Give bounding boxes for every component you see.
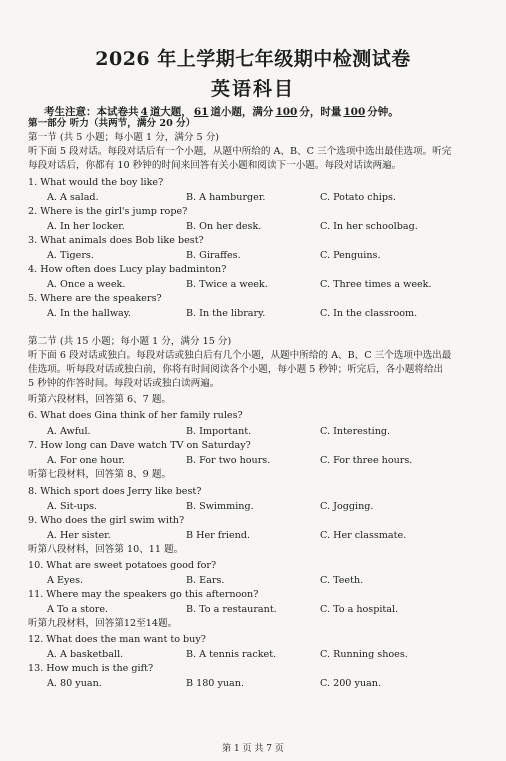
material-8-note: 听第八段材料，回答第 10、11 题。 <box>28 544 184 555</box>
q5-option-b: B. In the library. <box>186 308 266 319</box>
section2-heading: 第二节 (共 15 小题；每小题 1 分，满分 15 分) <box>28 336 232 347</box>
section2-instruction-1: 听下面 6 段对话或独白。每段对话或独白后有几个小题，从题中所给的 A、B、C 三个选项中选出最 <box>28 350 452 361</box>
q6-option-c: C. Interesting. <box>320 426 391 437</box>
question-8: 8. Which sport does Jerry like best? <box>28 486 202 497</box>
question-6: 6. What does Gina think of her family rules? <box>28 410 243 421</box>
q5-option-c: C. In the classroom. <box>320 308 418 319</box>
q7-option-c: C. For three hours. <box>320 455 413 466</box>
subject-title: 英语科目 <box>210 78 295 100</box>
q10-option-a: A Eyes. <box>47 575 84 586</box>
question-12: 12. What does the man want to buy? <box>28 634 206 645</box>
q7-option-b: B. For two hours. <box>186 455 271 466</box>
part1-heading: 第一部分 听力（共两节，满分 20 分） <box>28 118 196 129</box>
q1-option-a: A. A salad. <box>47 192 99 203</box>
q13-option-c: C. 200 yuan. <box>320 678 382 689</box>
q12-option-c: C. Running shoes. <box>320 649 408 660</box>
q2-option-c: C. In her schoolbag. <box>320 221 418 232</box>
q2-option-a: A. In her locker. <box>47 221 125 232</box>
q4-option-a: A. Once a week. <box>47 279 126 290</box>
material-6-note: 听第六段材料，回答第 6、7 题。 <box>28 394 172 405</box>
q3-option-a: A. Tigers. <box>47 250 94 261</box>
section1-heading: 第一节 (共 5 小题；每小题 1 分，满分 5 分) <box>28 132 220 143</box>
q9-option-a: A. Her sister. <box>47 530 111 541</box>
question-13: 13. How much is the gift? <box>28 663 154 674</box>
q12-option-a: A. A basketball. <box>47 649 124 660</box>
q8-option-b: B. Swimming. <box>186 501 254 512</box>
q9-option-c: C. Her classmate. <box>320 530 407 541</box>
notice-score: 100 <box>275 106 298 118</box>
question-4: 4. How often does Lucy play badminton? <box>28 264 227 275</box>
section2-instruction-2: 佳选项。听每段对话或独白前，你将有时间阅读各个小题，每小题 5 秒钟；听完后，各小题将给出 <box>28 364 444 375</box>
question-7: 7. How long can Dave watch TV on Saturday? <box>28 440 251 451</box>
question-1: 1. What would the boy like? <box>28 177 164 188</box>
section1-instruction-2: 每段对话后，你都有 10 秒钟的时间来回答有关小题和阅读下一小题。每段对话读两遍。 <box>28 160 402 171</box>
q9-option-b: B Her friend. <box>186 530 251 541</box>
q1-option-c: C. Potato chips. <box>320 192 396 203</box>
page-footer: 第 1 页 共 7 页 <box>222 744 284 754</box>
q5-option-a: A. In the hallway. <box>47 308 131 319</box>
q10-option-c: C. Teeth. <box>320 575 364 586</box>
material-7-note: 听第七段材料，回答第 8、9 题。 <box>28 469 172 480</box>
q4-option-c: C. Three times a week. <box>320 279 432 290</box>
notice-mid1: 道大题， <box>149 106 192 118</box>
question-5: 5. Where are the speakers? <box>28 293 162 304</box>
notice-minutes: 100 <box>343 106 366 118</box>
notice-questions: 61 <box>193 106 209 118</box>
notice-suffix: 分钟。 <box>367 106 399 118</box>
exam-notice <box>44 104 399 119</box>
q7-option-a: A. For one hour. <box>47 455 125 466</box>
question-10: 10. What are sweet potatoes good for? <box>28 560 217 571</box>
notice-mid2: 道小题，满分 <box>210 106 274 118</box>
q3-option-b: B. Giraffes. <box>186 250 241 261</box>
q3-option-c: C. Penguins. <box>320 250 381 261</box>
notice-parts: 4 <box>140 106 148 118</box>
q1-option-b: B. A hamburger. <box>186 192 266 203</box>
q4-option-b: B. Twice a week. <box>186 279 268 290</box>
section1-instruction-1: 听下面 5 段对话。每段对话后有一个小题，从题中所给的 A、B、C 三个选项中选出最佳选项。听完 <box>28 146 452 157</box>
q8-option-a: A. Sit-ups. <box>47 501 98 512</box>
exam-title: 2026 年上学期七年级期中检测试卷 <box>95 48 411 70</box>
section2-instruction-3: 5 秒钟的作答时间。每段对话或独白读两遍。 <box>28 378 220 389</box>
q8-option-c: C. Jogging. <box>320 501 374 512</box>
notice-mid3: 分，时量 <box>299 106 342 118</box>
q11-option-c: C. To a hospital. <box>320 604 399 615</box>
q6-option-b: B. Important. <box>186 426 252 437</box>
question-9: 9. Who does the girl swim with? <box>28 515 185 526</box>
question-3: 3. What animals does Bob like best? <box>28 235 204 246</box>
question-11: 11. Where may the speakers go this afternoon? <box>28 589 259 600</box>
q12-option-b: B. A tennis racket. <box>186 649 277 660</box>
q13-option-a: A. 80 yuan. <box>47 678 102 689</box>
q11-option-b: B. To a restaurant. <box>186 604 277 615</box>
notice-prefix: 考生注意：本试卷共 <box>44 106 139 118</box>
q11-option-a: A To a store. <box>47 604 109 615</box>
material-9-note: 听第九段材料，回答第12至14题。 <box>28 618 178 629</box>
q6-option-a: A. Awful. <box>47 426 91 437</box>
q2-option-b: B. On her desk. <box>186 221 262 232</box>
q10-option-b: B. Ears. <box>186 575 225 586</box>
question-2: 2. Where is the girl's jump rope? <box>28 206 188 217</box>
q13-option-b: B 180 yuan. <box>186 678 245 689</box>
